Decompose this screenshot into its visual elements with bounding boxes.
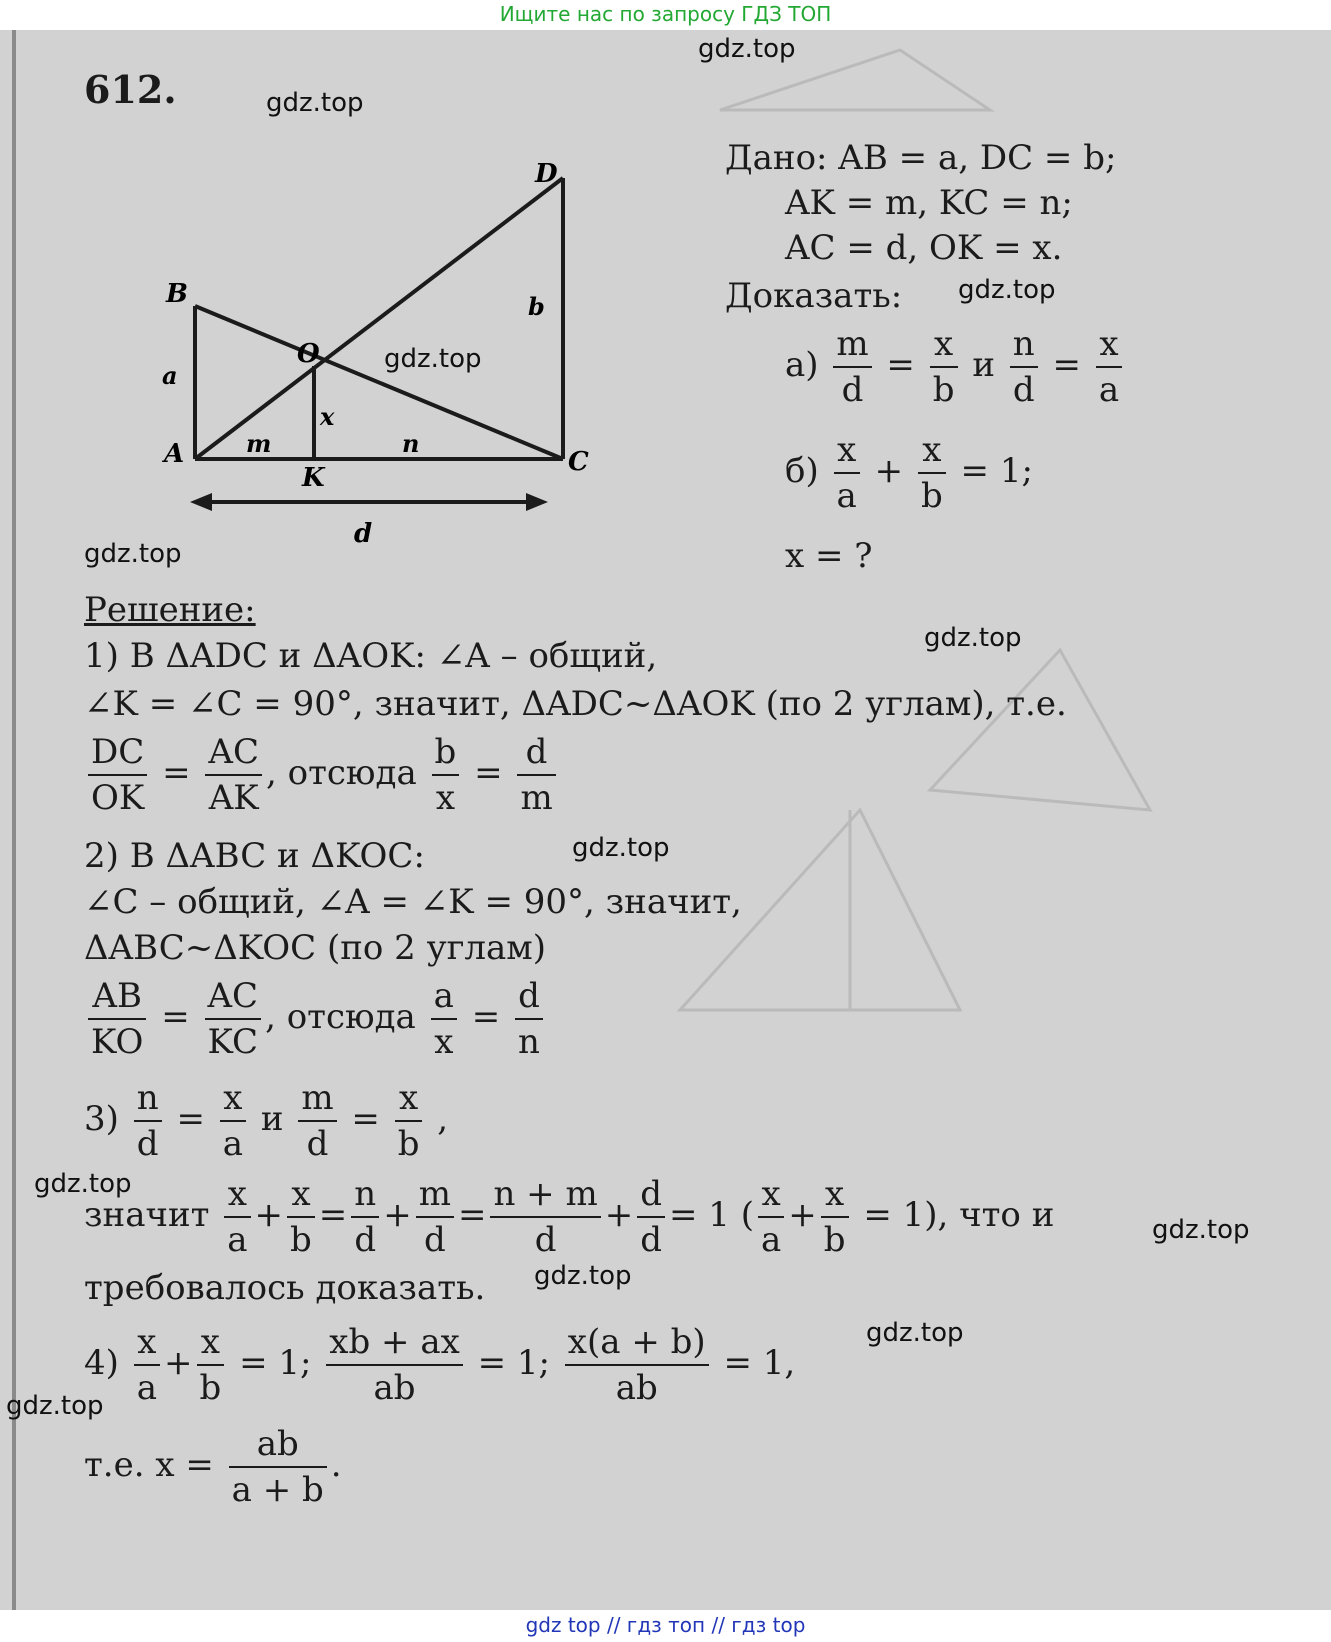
watermark: gdz.top [6, 1391, 104, 1421]
prove-item-a: а) $\frac{m}{d}$ = $\frac{x}{b}$ и $\frac{n}{d}$ = $\frac{x}{a}$ [785, 322, 1126, 412]
watermark: gdz.top [924, 623, 1022, 653]
fraction: $\frac{x}{a}$ [134, 1320, 160, 1410]
watermark: gdz.top [534, 1261, 632, 1291]
label-O: O [297, 339, 320, 369]
fraction: $\frac{DC}{OK}$ [88, 730, 147, 820]
fraction: $\frac{n}{d}$ [1010, 322, 1038, 412]
fraction: $\frac{a}{x}$ [431, 974, 457, 1064]
step-2-line-3: ΔABC~ΔKOC (по 2 углам) [84, 928, 547, 968]
item-a-label: а) [785, 345, 819, 385]
label-n: n [402, 429, 420, 458]
arrow-left-icon [190, 493, 212, 511]
fraction: $\frac{x}{a}$ [224, 1172, 250, 1262]
label-K: K [302, 463, 325, 493]
fraction: $\frac{x}{a}$ [220, 1076, 246, 1166]
fraction: $\frac{m}{d}$ [298, 1076, 336, 1166]
fraction: $\frac{x}{b}$ [395, 1076, 423, 1166]
step-1-line-2: ∠K = ∠C = 90°, значит, ΔADC~ΔAOK (по 2 углам), т.е. [84, 684, 1067, 724]
fraction: $\frac{AB}{KO}$ [88, 974, 146, 1064]
scanned-page [0, 30, 1331, 1610]
item-b-label: б) [785, 451, 819, 491]
watermark: gdz.top [1152, 1215, 1250, 1245]
step-4-result: т.е. x = $\frac{ab}{a + b}$ . [84, 1424, 342, 1510]
step-1-ratios: $\frac{DC}{OK}$ = $\frac{AC}{AK}$ , отсюда $\frac{b}{x}$ = $\frac{d}{m}$ [84, 730, 560, 820]
watermark: gdz.top [866, 1318, 964, 1348]
step-1-line-1: 1) В ΔADC и ΔAOK: ∠A – общий, [84, 636, 658, 676]
fraction: $\frac{x}{b}$ [918, 428, 946, 518]
step-3-ratios: 3) $\frac{n}{d}$ = $\frac{x}{a}$ и $\frac{m}{d}$ = $\frac{x}{b}$ , [84, 1078, 449, 1164]
fraction: $\frac{AC}{KC}$ [205, 974, 262, 1064]
problem-number: 612. [84, 67, 177, 112]
step-2-line-1: 2) В ΔABC и ΔKOC: [84, 836, 425, 876]
fraction: $\frac{x}{a}$ [758, 1172, 784, 1262]
solution-heading: Решение: [84, 590, 256, 630]
fraction: $\frac{b}{x}$ [432, 730, 460, 820]
fraction: $\frac{d}{n}$ [515, 974, 543, 1064]
given-line-3: AC = d, OK = x. [785, 228, 1063, 268]
fraction: $\frac{ab}{a + b}$ [229, 1422, 327, 1512]
label-x: x [320, 402, 335, 431]
segment-AD [195, 178, 563, 459]
watermark: gdz.top [698, 34, 796, 64]
watermark: gdz.top [84, 539, 182, 569]
fraction: $\frac{x(a + b)}{ab}$ [565, 1320, 709, 1410]
fraction: $\frac{m}{d}$ [833, 322, 871, 412]
prove-heading: Доказать: [725, 276, 903, 316]
fraction: $\frac{n + m}{d}$ [490, 1172, 600, 1262]
label-m: m [246, 429, 272, 458]
step-2-line-2: ∠C – общий, ∠A = ∠K = 90°, значит, [84, 882, 742, 922]
fraction: $\frac{x}{b}$ [197, 1320, 225, 1410]
fraction: $\frac{x}{b}$ [821, 1172, 849, 1262]
fraction: $\frac{x}{a}$ [1096, 322, 1122, 412]
fraction: $\frac{x}{b}$ [930, 322, 958, 412]
label-b: b [528, 292, 545, 321]
label-d: d [354, 519, 373, 549]
fraction: $\frac{m}{d}$ [416, 1172, 454, 1262]
watermark: gdz.top [958, 275, 1056, 305]
step-3-conclusion: значит $\frac{x}{a}$ + $\frac{x}{b}$ = $\frac{n}{d}$ + $\frac{m}{d}$ = $\frac{n + m}{d}$ + $\frac{d}{d}$ = 1 ( $\frac{x}{a}$ + $\frac{x}{b}$ = 1), что и [84, 1174, 1055, 1260]
given-line-1: Дано: AB = a, DC = b; [725, 138, 1117, 178]
arrow-right-icon [526, 493, 548, 511]
label-A: A [164, 439, 185, 469]
fraction: $\frac{xb + ax}{ab}$ [326, 1320, 463, 1410]
label-D: D [535, 159, 558, 189]
bottom-banner[interactable]: gdz top // гдз топ // гдз top [525, 1613, 806, 1637]
given-line-2: AK = m, KC = n; [785, 183, 1073, 223]
fraction: $\frac{d}{d}$ [637, 1172, 665, 1262]
label-C: C [568, 447, 589, 477]
fraction: $\frac{x}{b}$ [287, 1172, 315, 1262]
watermark: gdz.top [266, 88, 364, 118]
label-B: B [166, 279, 188, 309]
fraction: $\frac{x}{a}$ [834, 428, 860, 518]
fraction: $\frac{AC}{AK}$ [205, 730, 262, 820]
fraction: $\frac{n}{d}$ [134, 1076, 162, 1166]
watermark: gdz.top [384, 344, 482, 374]
step-2-ratios: $\frac{AB}{KO}$ = $\frac{AC}{KC}$ , отсюда $\frac{a}{x}$ = $\frac{d}{n}$ [84, 974, 547, 1064]
top-banner[interactable]: Ищите нас по запросу ГДЗ ТОП [499, 2, 832, 26]
watermark: gdz.top [34, 1169, 132, 1199]
step-4-equation: 4) $\frac{x}{a}$ + $\frac{x}{b}$ = 1; $\frac{xb + ax}{ab}$ = 1; $\frac{x(a + b)}{ab}$ = 1, [84, 1322, 796, 1408]
step-3-conclusion-line-2: требовалось доказать. [84, 1268, 486, 1308]
fraction: $\frac{d}{m}$ [517, 730, 555, 820]
question-line: x = ? [785, 536, 873, 576]
geometry-figure [150, 140, 610, 560]
prove-item-b: б) $\frac{x}{a}$ + $\frac{x}{b}$ = 1; [785, 430, 1033, 516]
fraction: $\frac{n}{d}$ [351, 1172, 379, 1262]
label-a: a [162, 361, 178, 390]
watermark: gdz.top [572, 833, 670, 863]
